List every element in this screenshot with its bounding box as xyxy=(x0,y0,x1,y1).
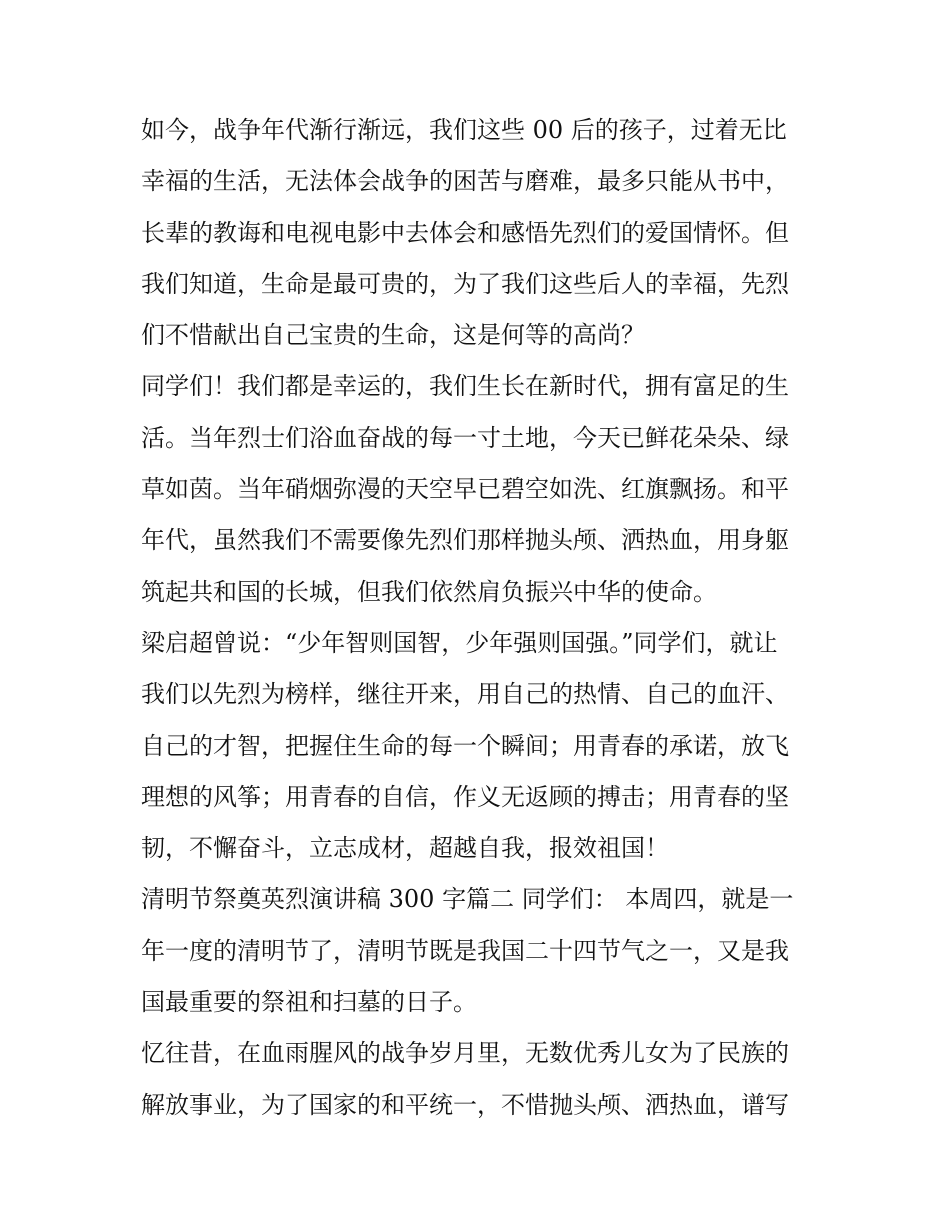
text-line: 理想的风筝；用青春的自信，作义无返顾的搏击；用青春的坚 xyxy=(141,782,789,811)
text-line: 年代，虽然我们不需要像先烈们那样抛头颅、洒热血，用身躯 xyxy=(141,526,789,555)
text-line: 同学们！我们都是幸运的，我们生长在新时代，拥有富足的生 xyxy=(141,372,789,401)
text-line: 梁启超曾说：“少年智则国智，少年强则国强。”同学们，就让 xyxy=(141,628,778,657)
text-line: 忆往昔，在血雨腥风的战争岁月里，无数优秀儿女为了民族的 xyxy=(141,1039,789,1068)
document-body xyxy=(141,108,821,1128)
text-line: 国最重要的祭祖和扫墓的日子。 xyxy=(141,988,477,1017)
text-line: 解放事业，为了国家的和平统一，不惜抛头颅、洒热血，谱写 xyxy=(141,1090,789,1119)
text-line: 筑起共和国的长城，但我们依然肩负振兴中华的使命。 xyxy=(141,577,717,606)
text-line: 年一度的清明节了，清明节既是我国二十四节气之一，又是我 xyxy=(141,936,789,965)
text-line: 幸福的生活，无法体会战争的困苦与磨难，最多只能从书中， xyxy=(141,167,789,196)
text-line: 长辈的教诲和电视电影中去体会和感悟先烈们的爱国情怀。但 xyxy=(141,218,789,247)
text-line: 清明节祭奠英烈演讲稿 300 字篇二 同学们： 本周四，就是一 xyxy=(141,885,794,914)
text-line: 草如茵。当年硝烟弥漫的天空早已碧空如洗、红旗飘扬。和平 xyxy=(141,475,789,504)
text-line: 自己的才智，把握住生命的每一个瞬间；用青春的承诺，放飞 xyxy=(141,731,789,760)
text-line: 活。当年烈士们浴血奋战的每一寸土地，今天已鲜花朵朵、绿 xyxy=(141,423,789,452)
text-line: 们不惜献出自己宝贵的生命，这是何等的高尚？ xyxy=(141,321,645,350)
text-line: 我们以先烈为榜样，继往开来，用自己的热情、自己的血汗、 xyxy=(141,680,789,709)
text-line: 我们知道，生命是最可贵的，为了我们这些后人的幸福，先烈 xyxy=(141,269,789,298)
text-line: 如今，战争年代渐行渐远，我们这些 00 后的孩子，过着无比 xyxy=(141,116,787,144)
text-line: 韧，不懈奋斗，立志成材，超越自我，报效祖国！ xyxy=(141,834,669,863)
